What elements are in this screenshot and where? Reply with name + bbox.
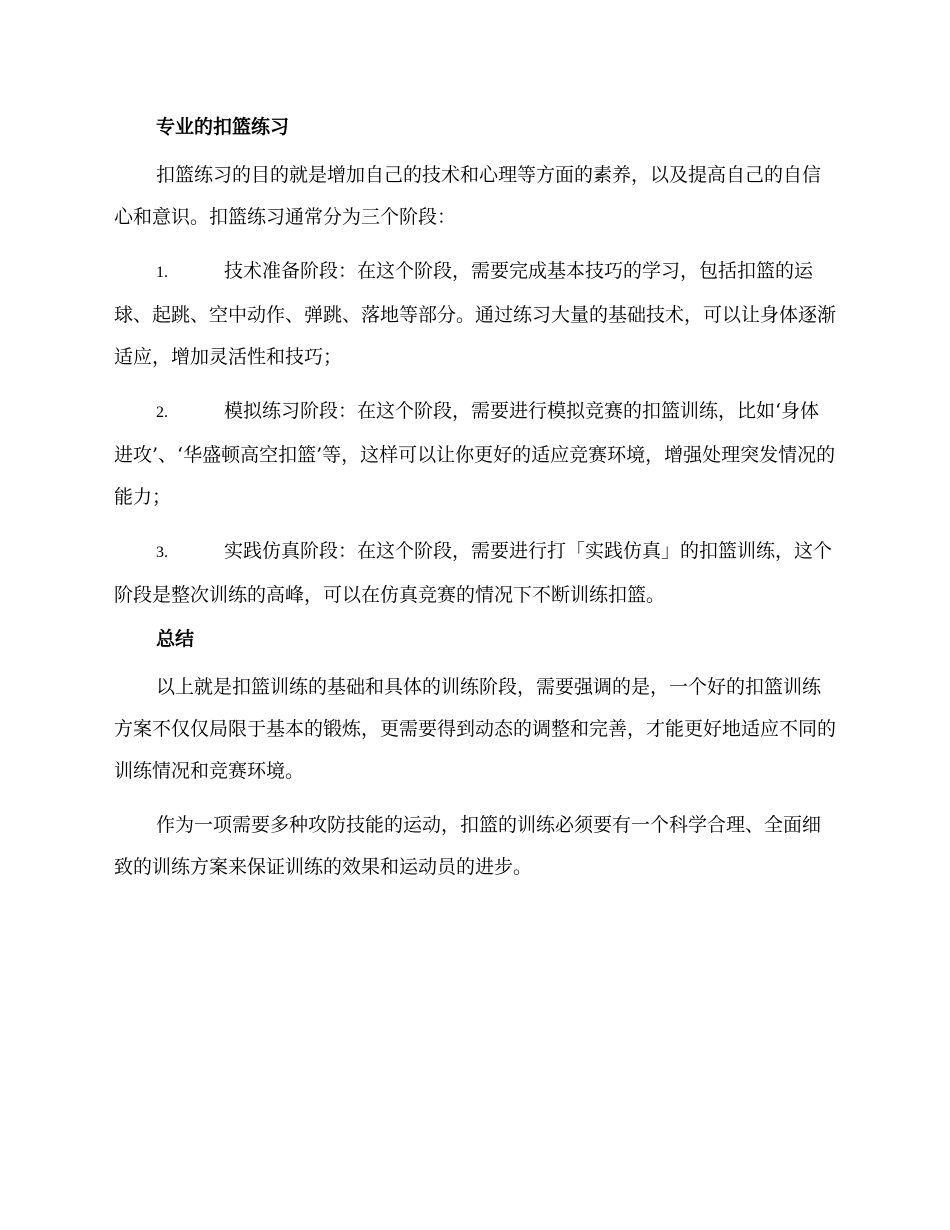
list-item-text: 实践仿真阶段：在这个阶段，需要进行打「实践仿真」的扣篮训练，这个阶段是整次训练的高峰，可以在仿真竞赛的情况下不断训练扣篮。: [114, 540, 833, 606]
list-item-number: 1.: [156, 264, 168, 281]
document-page: [114, 108, 838, 888]
list-item: [114, 530, 838, 616]
closing-paragraph: 作为一项需要多种攻防技能的运动，扣篮的训练必须要有一个科学合理、全面细致的训练方案来保证训练的效果和运动员的进步。: [114, 814, 822, 878]
list-item-number: 2.: [156, 404, 168, 421]
list-item-number: 3.: [156, 544, 168, 561]
summary-paragraph: 以上就是扣篮训练的基础和具体的训练阶段，需要强调的是，一个好的扣篮训练方案不仅仅局限于基本的锻炼，更需要得到动态的调整和完善，才能更好地适应不同的训练情况和竞赛环境。: [114, 676, 837, 782]
section-heading-summary: 总结: [156, 628, 195, 650]
section-heading-dunk-practice: 专业的扣篮练习: [156, 116, 290, 138]
intro-paragraph: 扣篮练习的目的就是增加自己的技术和心理等方面的素养，以及提高自己的自信心和意识。扣篮练习通常分为三个阶段：: [114, 164, 822, 228]
list-item: [114, 390, 838, 518]
list-item-text: 技术准备阶段：在这个阶段，需要完成基本技巧的学习，包括扣篮的运球、起跳、空中动作、弹跳、落地等部分。通过练习大量的基础技术，可以让身体逐渐适应，增加灵活性和技巧；: [114, 260, 837, 368]
list-item: [114, 250, 838, 378]
list-item-text: 模拟练习阶段：在这个阶段，需要进行模拟竞赛的扣篮训练，比如‘身体进攻’、‘华盛顿高空扣篮’等，这样可以让你更好的适应竞赛环境，增强处理突发情况的能力；: [114, 400, 836, 508]
